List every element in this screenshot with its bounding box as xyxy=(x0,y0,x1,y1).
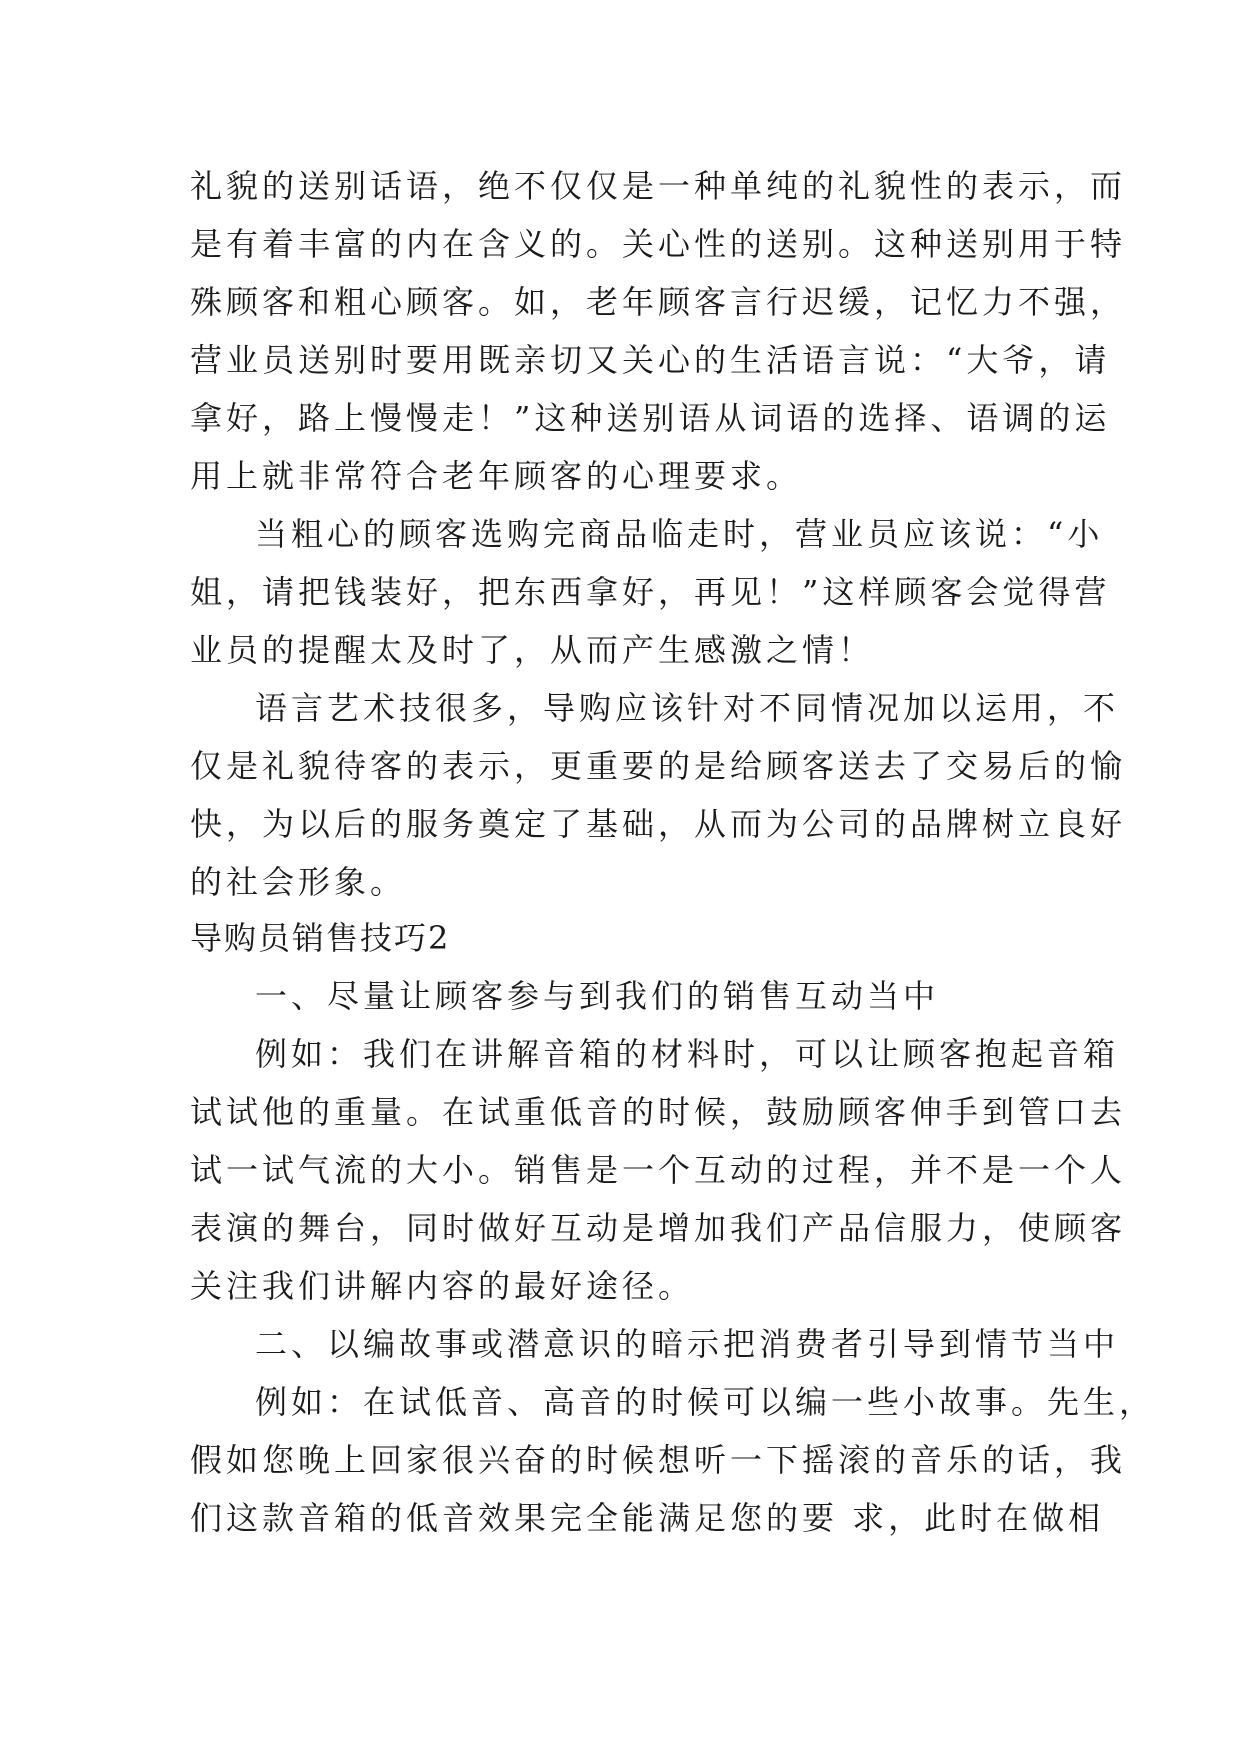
text-line: 语言艺术技很多，导购应该针对不同情况加以运用，不 xyxy=(255,689,1120,727)
section-heading: 导购员销售技巧2 xyxy=(190,919,451,957)
text-line: 例如：在试低音、高音的时候可以编一些小故事。先生， xyxy=(255,1383,1156,1421)
text-line: 营业员送别时要用既亲切又关心的生活语言说：“大爷，请 xyxy=(190,341,1111,379)
text-line: 表演的舞台，同时做好互动是增加我们产品信服力，使顾客 xyxy=(190,1209,1127,1247)
text-line: 业员的提醒太及时了，从而产生感激之情！ xyxy=(190,631,875,669)
text-line: 当粗心的顾客选购完商品临走时，营业员应该说：“小 xyxy=(255,515,1104,553)
text-line: 二、以编故事或潜意识的暗示把消费者引导到情节当中 xyxy=(255,1325,1120,1363)
text-line: 们这款音箱的低音效果完全能满足您的要 求，此时在做相 xyxy=(190,1499,1105,1537)
text-line: 仅是礼貌待客的表示，更重要的是给顾客送去了交易后的愉 xyxy=(190,747,1127,785)
text-line: 快，为以后的服务奠定了基础，从而为公司的品牌树立良好 xyxy=(190,805,1127,843)
text-line: 用上就非常符合老年顾客的心理要求。 xyxy=(190,457,803,495)
text-line: 是有着丰富的内在含义的。关心性的送别。这种送别用于特 xyxy=(190,225,1127,263)
text-line: 拿好，路上慢慢走！”这种送别语从词语的选择、语调的运 xyxy=(190,399,1111,437)
text-line: 关注我们讲解内容的最好途径。 xyxy=(190,1267,695,1305)
text-line: 的社会形象。 xyxy=(190,863,407,901)
text-line: 殊顾客和粗心顾客。如，老年顾客言行迟缓，记忆力不强， xyxy=(190,283,1127,321)
text-line: 礼貌的送别话语，绝不仅仅是一种单纯的礼貌性的表示，而 xyxy=(190,167,1127,205)
text-line: 姐，请把钱装好，把东西拿好，再见！”这样顾客会觉得营 xyxy=(190,573,1111,611)
text-line: 假如您晚上回家很兴奋的时候想听一下摇滚的音乐的话，我 xyxy=(190,1441,1127,1479)
text-line: 例如：我们在讲解音箱的材料时，可以让顾客抱起音箱 xyxy=(255,1035,1120,1073)
text-line: 试一试气流的大小。销售是一个互动的过程，并不是一个人 xyxy=(190,1151,1127,1189)
text-line: 试试他的重量。在试重低音的时候，鼓励顾客伸手到管口去 xyxy=(190,1093,1127,1131)
text-line: 一、尽量让顾客参与到我们的销售互动当中 xyxy=(255,977,940,1015)
